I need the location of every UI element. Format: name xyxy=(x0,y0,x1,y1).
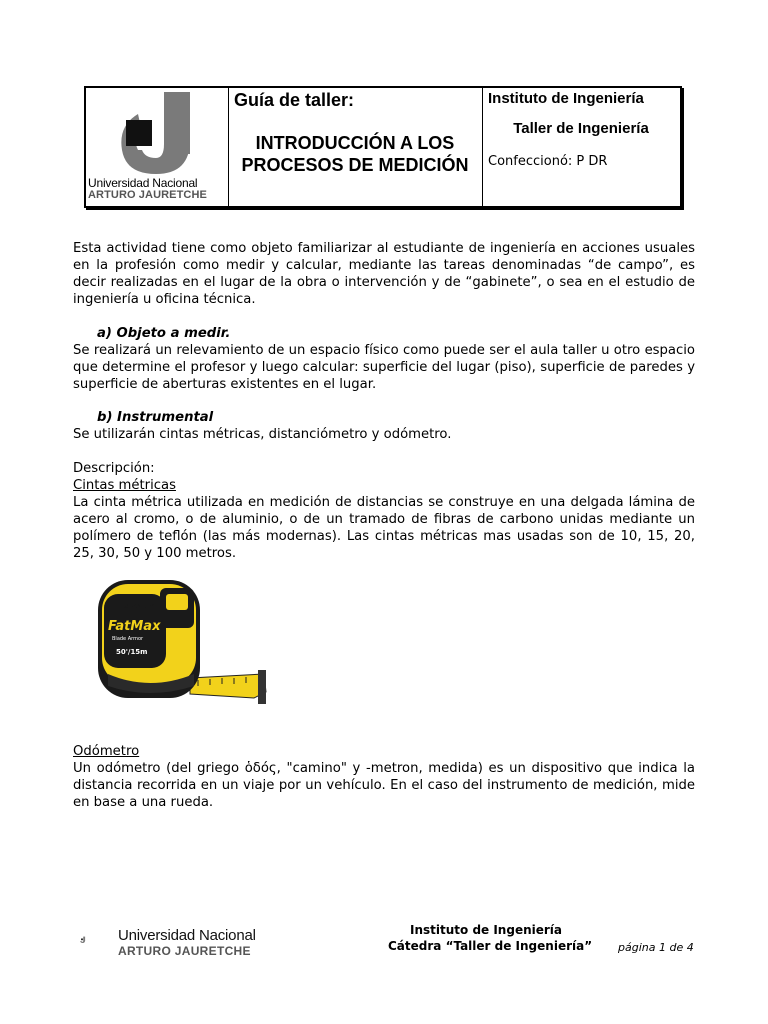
footer-logo-line1: Universidad Nacional xyxy=(118,927,256,944)
footer-logo-line2: ARTURO JAURETCHE xyxy=(118,944,251,958)
odometer-heading: Odómetro xyxy=(73,744,140,759)
tape-model-text: FatMax xyxy=(108,619,161,634)
header-table xyxy=(84,86,682,208)
header-info-cell xyxy=(482,88,680,206)
guide-label: Guía de taller: xyxy=(234,90,355,110)
footer-institute: Instituto de Ingeniería xyxy=(410,923,563,937)
tapes-heading: Cintas métricas xyxy=(73,478,176,493)
section-b-heading: b) Instrumental xyxy=(97,410,214,425)
tape-measure-image xyxy=(94,574,270,710)
tapes-paragraph: La cinta métrica utilizada en medición de distancias se construye en una delgada lámina de acero al cromo, o de aluminio, o de un tramado de fibras de carbono unidas mediante un polímero de teflón (las más modernas). Las cintas métricas mas usadas son de 10, 15, 20, 25, 30, 50 y 100 metros. xyxy=(73,495,695,561)
footer-chair: Cátedra “Taller de Ingeniería” xyxy=(388,939,593,953)
section-a-paragraph: Se realizará un relevamiento de un espacio físico como puede ser el aula taller u otro espacio que determine el profesor y luego calcular: superficie del lugar (piso), superficie de paredes y superficie de aberturas existentes en el lugar. xyxy=(73,343,695,392)
tape-size-text: 50'/15m xyxy=(116,648,148,656)
document-title: INTRODUCCIÓN A LOS PROCESOS DE MEDICIÓN xyxy=(241,133,469,175)
odometer-paragraph: Un odómetro (del griego ὁδός, "camino" y -metron, medida) es un dispositivo que indica la distancia recorrida en un viaje por un vehículo. En el caso del instrumento de medición, mide en base a una rueda. xyxy=(73,761,695,810)
header-title-cell xyxy=(228,88,483,206)
author-line: Confeccionó: P DR xyxy=(488,154,608,169)
footer-logo-icon xyxy=(80,920,116,960)
tape-brand-text: STANLEY xyxy=(124,603,154,610)
section-b-paragraph: Se utilizarán cintas métricas, distanciómetro y odómetro. xyxy=(73,427,452,442)
page-number: página 1 de 4 xyxy=(618,941,694,954)
intro-paragraph: Esta actividad tiene como objeto familiarizar al estudiante de ingeniería en acciones usuales en la profesión como medir y calcular, mediante las tareas denominadas “de campo”, es decir realizadas en el lugar de la obra o intervención y de “gabinete”, o sea en el estudio de ingeniería u oficina técnica. xyxy=(73,241,695,307)
description-label: Descripción: xyxy=(73,461,155,476)
institute-name: Instituto de Ingeniería xyxy=(488,90,644,107)
course-name: Taller de Ingeniería xyxy=(513,120,649,137)
tape-subtitle-text: Blade Armor xyxy=(112,636,144,642)
section-a-heading: a) Objeto a medir. xyxy=(97,326,231,341)
logo-name-line2: ARTURO JAURETCHE xyxy=(88,189,207,201)
header-logo-cell xyxy=(86,88,229,206)
logo-name-line1: Universidad Nacional xyxy=(88,176,198,190)
